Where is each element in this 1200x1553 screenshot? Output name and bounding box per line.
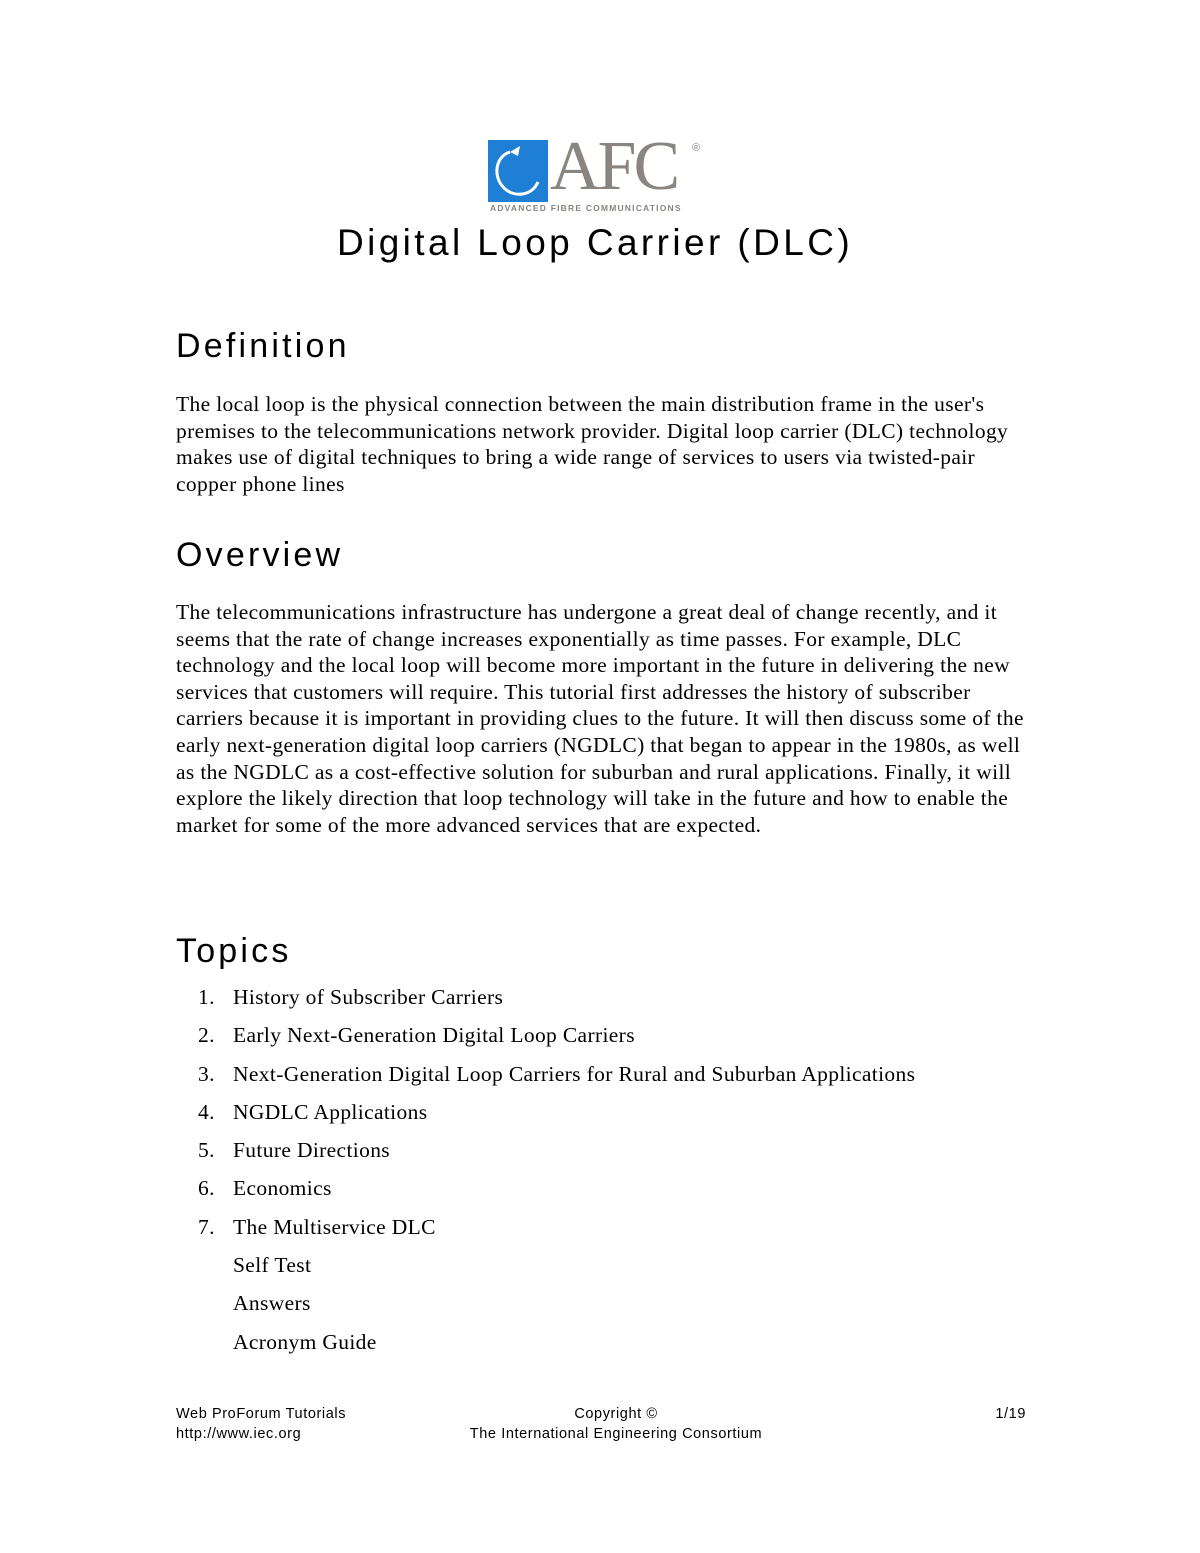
footer-page-number: 1/19 [995, 1406, 1026, 1422]
topic-link[interactable]: Early Next-Generation Digital Loop Carriers [233, 1023, 635, 1048]
footer-center [436, 1404, 796, 1444]
self-test-link[interactable]: Self Test [233, 1253, 312, 1278]
afc-logo [488, 128, 710, 218]
topic-link[interactable]: Economics [233, 1176, 332, 1201]
topic-link[interactable]: Next-Generation Digital Loop Carriers for Rural and Suburban Applications [233, 1061, 916, 1086]
overview-paragraph: The telecommunications infrastructure has undergone a great deal of change recently, and it seems that the rate of change increases exponentially as time passes. For example, DLC technology and the local loop will become more important in the future in delivering the new services that customers will require. This tutorial first addresses the history of subscriber carriers because it is important in providing clues to the future. It will then discuss some of the early next-generation digital loop carriers (NGDLC) that began to appear in the 1980s, as well as the NGDLC as a cost-effective solution for suburban and rural applications. Finally, it will explore the likely direction that loop technology will take in the future and how to enable the market for some of the more advanced services that are expected. [176, 600, 1024, 837]
topics-heading: Topics [176, 932, 292, 970]
overview-heading: Overview [176, 536, 344, 574]
topic-item[interactable]: 2. Early Next-Generation Digital Loop Carriers [198, 1023, 635, 1048]
topic-link[interactable]: The Multiservice DLC [233, 1214, 436, 1239]
afc-logo-mark-icon [488, 140, 548, 202]
topics-list [198, 982, 915, 1365]
topic-link[interactable]: NGDLC Applications [233, 1099, 428, 1124]
footer-left [176, 1404, 346, 1444]
footer-copyright: Copyright © [574, 1406, 658, 1422]
footer-organization: The International Engineering Consortium [469, 1426, 763, 1442]
topic-link[interactable]: History of Subscriber Carriers [233, 985, 504, 1009]
topic-item[interactable]: 6. Economics [198, 1176, 332, 1201]
definition-heading: Definition [176, 327, 350, 365]
topic-item[interactable]: 4. NGDLC Applications [198, 1099, 428, 1124]
topic-link[interactable]: Future Directions [233, 1138, 391, 1163]
footer-url-link[interactable]: http://www.iec.org [176, 1426, 302, 1442]
document-title: Digital Loop Carrier (DLC) [336, 222, 854, 263]
topic-item[interactable]: 5. Future Directions [198, 1138, 391, 1163]
footer-series: Web ProForum Tutorials [176, 1406, 347, 1422]
definition-paragraph: The local loop is the physical connection between the main distribution frame in the user's premises to the telecommunications network provider. Digital loop carrier (DLC) technology makes use of digital techniques to bring a wide range of services to users via twisted-pair copper phone lines [176, 392, 1009, 496]
logo-wordmark: AFC [550, 128, 678, 205]
registered-mark: ® [692, 142, 701, 154]
topic-item[interactable]: 7. The Multiservice DLC [198, 1214, 436, 1239]
acronym-guide-link[interactable]: Acronym Guide [233, 1329, 377, 1354]
answers-link[interactable]: Answers [233, 1291, 311, 1316]
topic-item[interactable]: 3. Next-Generation Digital Loop Carriers for Rural and Suburban Applications [198, 1061, 916, 1086]
logo-tagline: ADVANCED FIBRE COMMUNICATIONS [490, 203, 682, 213]
topic-item[interactable]: 1. History of Subscriber Carriers [198, 985, 504, 1009]
